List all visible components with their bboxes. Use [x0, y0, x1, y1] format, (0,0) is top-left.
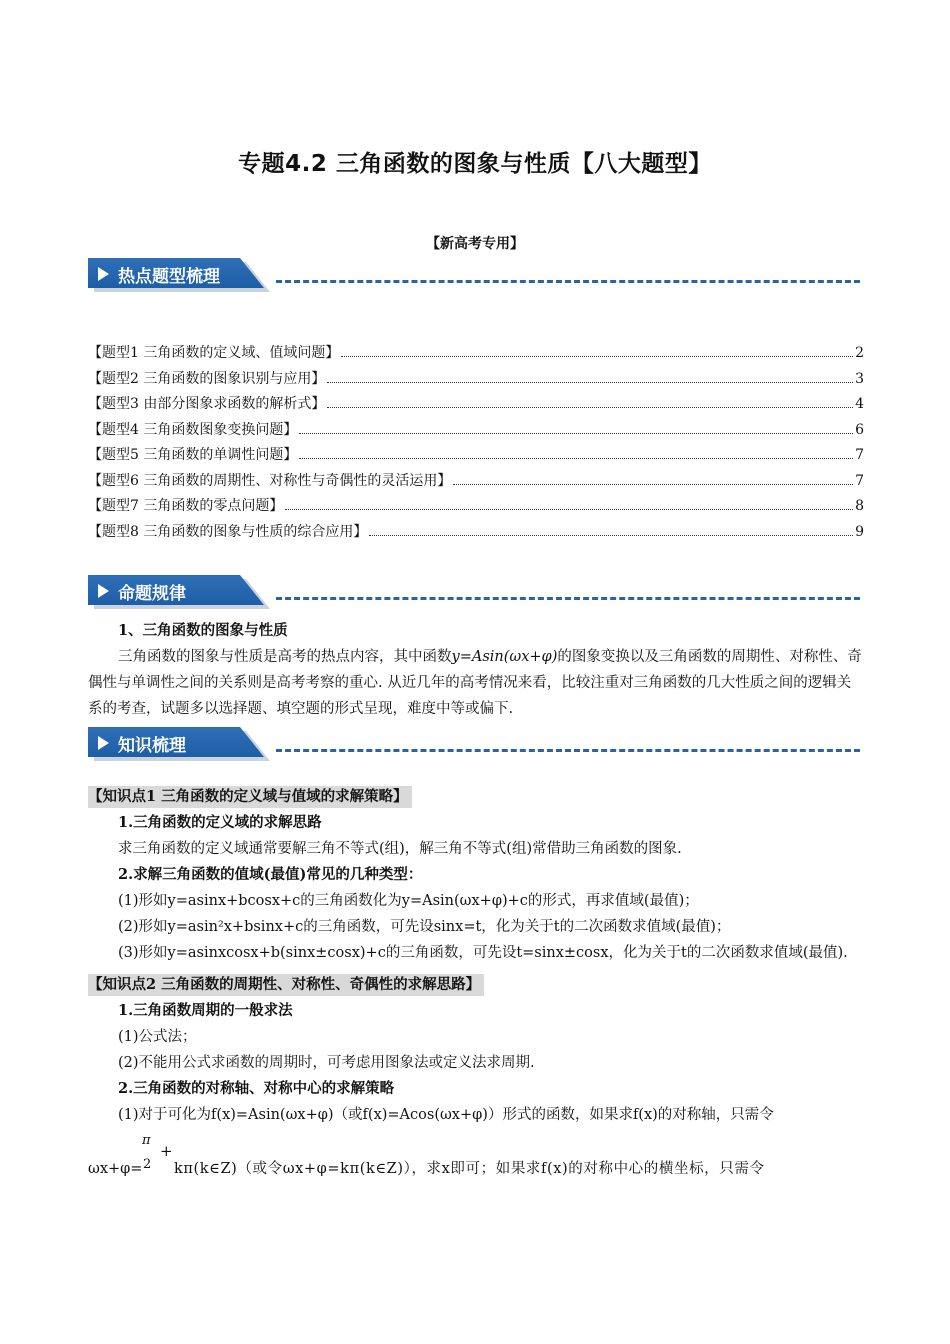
- toc-entry[interactable]: 【题型2 三角函数的图象识别与应用】 3: [88, 370, 864, 387]
- banner-label: 热点题型梳理: [118, 267, 220, 287]
- banner-label: 命题规律: [118, 584, 186, 604]
- kp2-heading-1: 1.三角函数周期的一般求法: [118, 1002, 293, 1019]
- kp2-formula-rest: kπ(k∈Z)（或令ωx+φ=kπ(k∈Z)），求x即可；如果求f(x)的对称中心的横坐标，只需令: [174, 1161, 765, 1177]
- toc-entry[interactable]: 【题型5 三角函数的单调性问题】 7: [88, 447, 864, 463]
- law-paragraph: 三角函数的图象与性质是高考的热点内容，其中函数y=Asin(ωx+φ)的图象变换以及三角函数的周期性、对称性、奇偶性与单调性之间的关系则是高考考察的重心. 从近几年的高考情况来看，比较注重对三角函数的几大性质之间的逻辑关系的考查，试题多以选择题、填空题的形式呈现，难度中等或偏下.: [88, 649, 862, 717]
- banner-label: 知识梳理: [118, 736, 186, 756]
- knowledge-point-2-title: 【知识点2 三角函数的周期性、对称性、奇偶性的求解思路】: [88, 974, 484, 996]
- section-banner-hot-topics: [88, 258, 868, 292]
- kp2-formula-lhs: ωx+φ=: [88, 1161, 143, 1177]
- toc-entry[interactable]: 【题型1 三角函数的定义域、值域问题】 2: [88, 345, 864, 361]
- kp2-item-3: (1)对于可化为f(x)=Asin(ωx+φ)（或f(x)=Acos(ωx+φ)）形式的函数，如果求f(x)的对称轴，只需令: [118, 1107, 774, 1123]
- kp2-item-1: (1)公式法；: [118, 1029, 197, 1045]
- toc-entry[interactable]: 【题型7 三角函数的零点问题】 8: [88, 498, 864, 514]
- toc-entry[interactable]: 【题型4 三角函数图象变换问题】 6: [88, 421, 864, 438]
- kp2-item-2: (2)不能用公式求函数的周期时，可考虑用图象法或定义法求周期.: [118, 1055, 535, 1071]
- section-banner-knowledge: [88, 727, 868, 761]
- toc-entry[interactable]: 【题型8 三角函数的图象与性质的综合应用】 9: [88, 523, 864, 540]
- kp1-item-1: (1)形如y=asinx+bcosx+c的三角函数化为y=Asin(ωx+φ)+c的形式，再求值域(最值)；: [118, 893, 699, 909]
- plus-sign: +: [160, 1142, 173, 1160]
- toc-entry[interactable]: 【题型6 三角函数的周期性、对称性与奇偶性的灵活运用】 7: [88, 472, 864, 489]
- kp1-heading-2: 2.求解三角函数的值域(最值)常见的几种类型：: [118, 866, 423, 883]
- table-of-contents: [88, 341, 864, 545]
- play-arrow-icon: [98, 584, 109, 598]
- dashed-divider: [276, 597, 860, 600]
- dashed-divider: [276, 749, 860, 752]
- knowledge-point-1-title: 【知识点1 三角函数的定义域与值域的求解策略】: [88, 786, 412, 808]
- document-subtitle: 【新高考专用】: [426, 236, 524, 252]
- law-section: [88, 618, 864, 722]
- kp1-heading-1: 1.三角函数的定义域的求解思路: [118, 814, 322, 831]
- knowledge-section: [88, 784, 864, 1184]
- fraction-denominator: 2: [143, 1157, 152, 1172]
- play-arrow-icon: [98, 267, 109, 281]
- law-heading: 1、三角函数的图象与性质: [118, 622, 288, 639]
- play-arrow-icon: [98, 736, 109, 750]
- kp1-paragraph-1: 求三角函数的定义域通常要解三角不等式(组)，解三角不等式(组)常借助三角函数的图象.: [118, 841, 682, 857]
- dashed-divider: [276, 280, 860, 283]
- toc-entry[interactable]: 【题型3 由部分图象求函数的解析式】 4: [88, 396, 864, 412]
- section-banner-law: [88, 575, 868, 609]
- kp1-item-2: (2)形如y=asin²x+bsinx+c的三角函数，可先设sinx=t，化为关于t的二次函数求值域(最值)；: [118, 919, 731, 935]
- fraction-numerator: π: [142, 1133, 151, 1148]
- document-title: 专题4.2 三角函数的图象与性质【八大题型】: [238, 151, 712, 177]
- kp2-heading-2: 2.三角函数的对称轴、对称中心的求解策略: [118, 1080, 395, 1097]
- kp1-item-3: (3)形如y=asinxcosx+b(sinx±cosx)+c的三角函数，可先设t=sinx±cosx，化为关于t的二次函数求值域(最值).: [118, 945, 848, 961]
- kp2-formula-line: [88, 1128, 864, 1184]
